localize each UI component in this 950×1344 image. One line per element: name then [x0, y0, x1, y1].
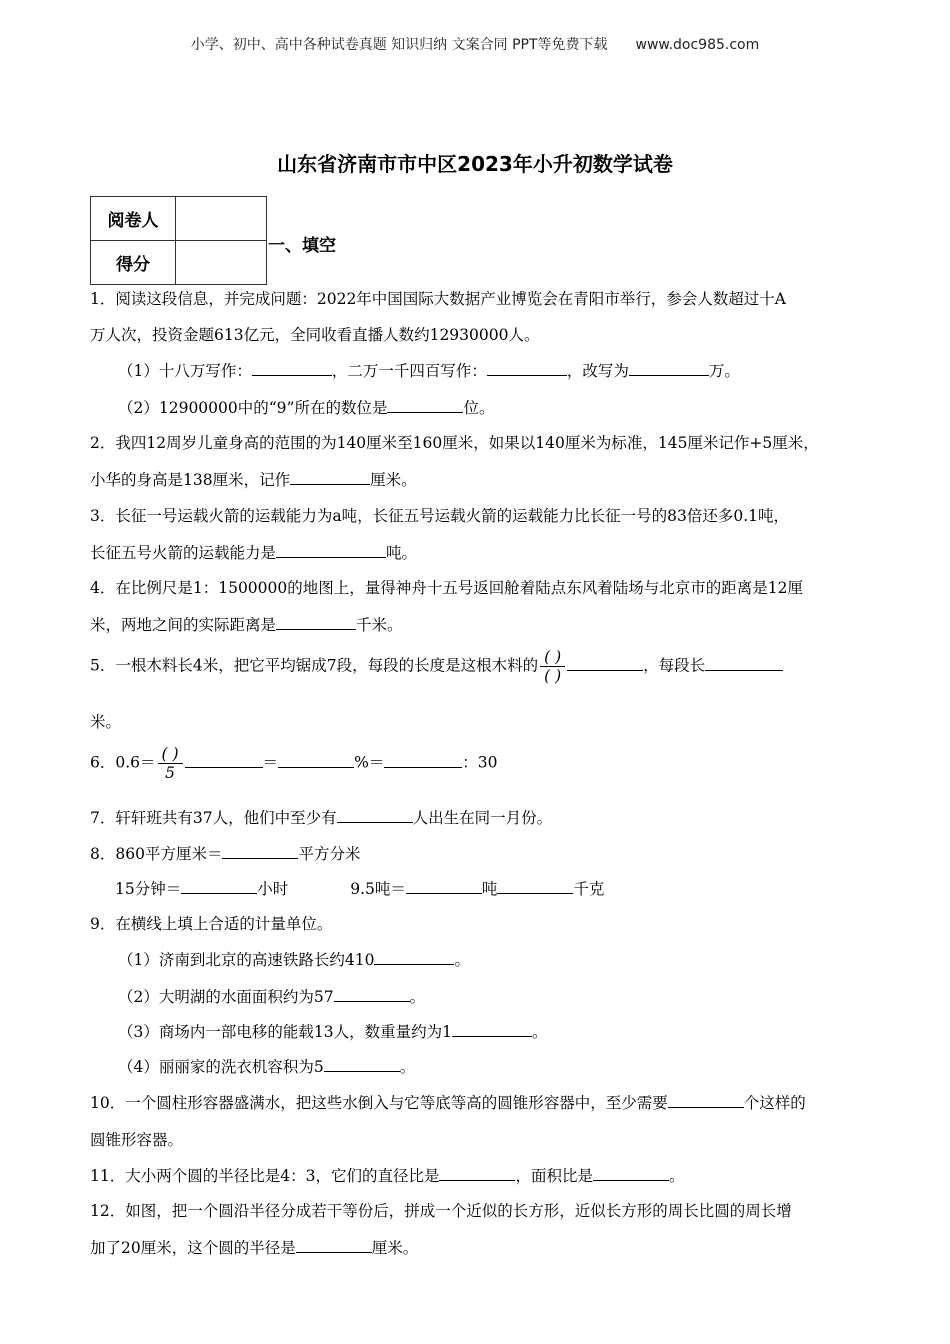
answer-blank[interactable] — [487, 361, 567, 376]
answer-blank[interactable] — [406, 879, 482, 894]
answer-blank[interactable] — [567, 656, 643, 671]
answer-blank[interactable] — [439, 1166, 515, 1181]
fraction: $\frac{( )}{( )}$ — [540, 648, 565, 685]
q8-line-1: 8．860平方厘米＝ 平方分米 — [90, 845, 361, 863]
answer-blank[interactable] — [705, 656, 783, 671]
answer-blank[interactable] — [252, 361, 332, 376]
header-url[interactable]: www.doc985.com — [635, 37, 760, 53]
q5-line-1: 5．一根木料长4米，把它平均锯成7段，每段的长度是这根木料的 $\frac{( )}{( )}$ ，每段长 — [90, 648, 910, 685]
answer-blank[interactable] — [278, 753, 354, 768]
q10-line-2: 圆锥形容器。 — [90, 1131, 184, 1149]
q9-stem: 9．在横线上填上合适的计量单位。 — [90, 915, 333, 933]
q12-line-2: 加了20厘米，这个圆的半径是 厘米。 — [90, 1239, 419, 1257]
answer-blank[interactable] — [276, 543, 386, 558]
q9-sub-4: （4）丽丽家的洗衣机容积为5 。 — [118, 1058, 416, 1076]
q1-line-2: 万人次，投资金题613亿元，全同收看直播人数约12930000人。 — [90, 326, 540, 344]
q11-line: 11．大小两个圆的半径比是4：3，它们的直径比是 ，面积比是 。 — [90, 1167, 685, 1185]
answer-blank[interactable] — [296, 1238, 372, 1253]
answer-blank[interactable] — [387, 398, 463, 413]
header-text: 小学、初中、高中各种试卷真题 知识归纳 文案合同 PPT等免费下载 — [190, 37, 608, 53]
answer-blank[interactable] — [181, 879, 257, 894]
q9-sub-2: （2）大明湖的水面面积约为57 。 — [118, 988, 426, 1006]
answer-blank[interactable] — [276, 615, 356, 630]
answer-blank[interactable] — [629, 361, 709, 376]
q2-line-2: 小华的身高是138厘米，记作 厘米。 — [90, 471, 417, 489]
q3-line-2: 长征五号火箭的运载能力是 吨。 — [90, 544, 418, 562]
answer-blank[interactable] — [452, 1022, 532, 1037]
answer-blank[interactable] — [337, 808, 413, 823]
answer-blank[interactable] — [593, 1166, 669, 1181]
reviewer-cell[interactable] — [176, 197, 267, 241]
q9-sub-3: （3）商场内一部电移的能载13人，数重量约为1 。 — [118, 1023, 548, 1041]
q6-line: 6．0.6＝ $\frac{( )}{5}$ ＝ %＝ ：30 — [90, 745, 498, 782]
q3-line-1: 3．长征一号运载火箭的运载能力为a吨，长征五号运载火箭的运载能力比长征一号的83倍还多0.1吨， — [90, 507, 789, 525]
reviewer-label: 阅卷人 — [91, 197, 176, 241]
q10-line-1: 10．一个圆柱形容器盛满水，把这些水倒入与它等底等高的圆锥形容器中，至少需要 个这样的 — [90, 1094, 806, 1112]
q2-line-1: 2．我四12周岁儿童身高的范围的为140厘米至160厘米，如果以140厘米为标准，145厘米记作+5厘米， — [90, 434, 819, 452]
q1-sub-2: （2）12900000中的“9”所在的数位是 位。 — [118, 399, 495, 417]
q4-line-1: 4．在比例尺是1：1500000的地图上，量得神舟十五号返回舱着陆点东风着陆场与北京市的距离是12厘 — [90, 579, 803, 597]
answer-blank[interactable] — [668, 1093, 744, 1108]
answer-blank[interactable] — [334, 987, 410, 1002]
score-table — [90, 196, 267, 285]
q1-line-1: 1．阅读这段信息，并完成问题：2022年中国国际大数据产业博览会在青阳市举行，参会人数超过十A — [90, 290, 787, 308]
answer-blank[interactable] — [384, 753, 462, 768]
section-heading: 一、填空 — [268, 236, 336, 256]
q9-sub-1: （1）济南到北京的高速铁路长约410 。 — [118, 951, 470, 969]
answer-blank[interactable] — [290, 470, 370, 485]
q12-line-1: 12．如图，把一个圆沿半径分成若干等份后，拼成一个近似的长方形，近似长方形的周长比圆的周长增 — [90, 1202, 792, 1220]
q5-line-2: 米。 — [90, 713, 122, 731]
q8-line-2: 15分钟＝ 小时 9.5吨＝ 吨 千克 — [115, 880, 605, 898]
answer-blank[interactable] — [222, 844, 298, 859]
fraction: $\frac{( )}{5}$ — [158, 745, 183, 782]
score-label: 得分 — [91, 241, 176, 285]
q4-line-2: 米，两地之间的实际距离是 千米。 — [90, 616, 403, 634]
q1-sub-1: （1）十八万写作： ，二万一千四百写作： ，改写为 万。 — [118, 362, 740, 380]
q7-line: 7．轩轩班共有37人，他们中至少有 人出生在同一月份。 — [90, 809, 553, 827]
answer-blank[interactable] — [324, 1057, 400, 1072]
answer-blank[interactable] — [374, 950, 454, 965]
score-cell[interactable] — [176, 241, 267, 285]
page-header — [0, 34, 950, 54]
answer-blank[interactable] — [497, 879, 573, 894]
page-title: 山东省济南市市中区2023年小升初数学试卷 — [277, 152, 673, 176]
answer-blank[interactable] — [185, 753, 263, 768]
